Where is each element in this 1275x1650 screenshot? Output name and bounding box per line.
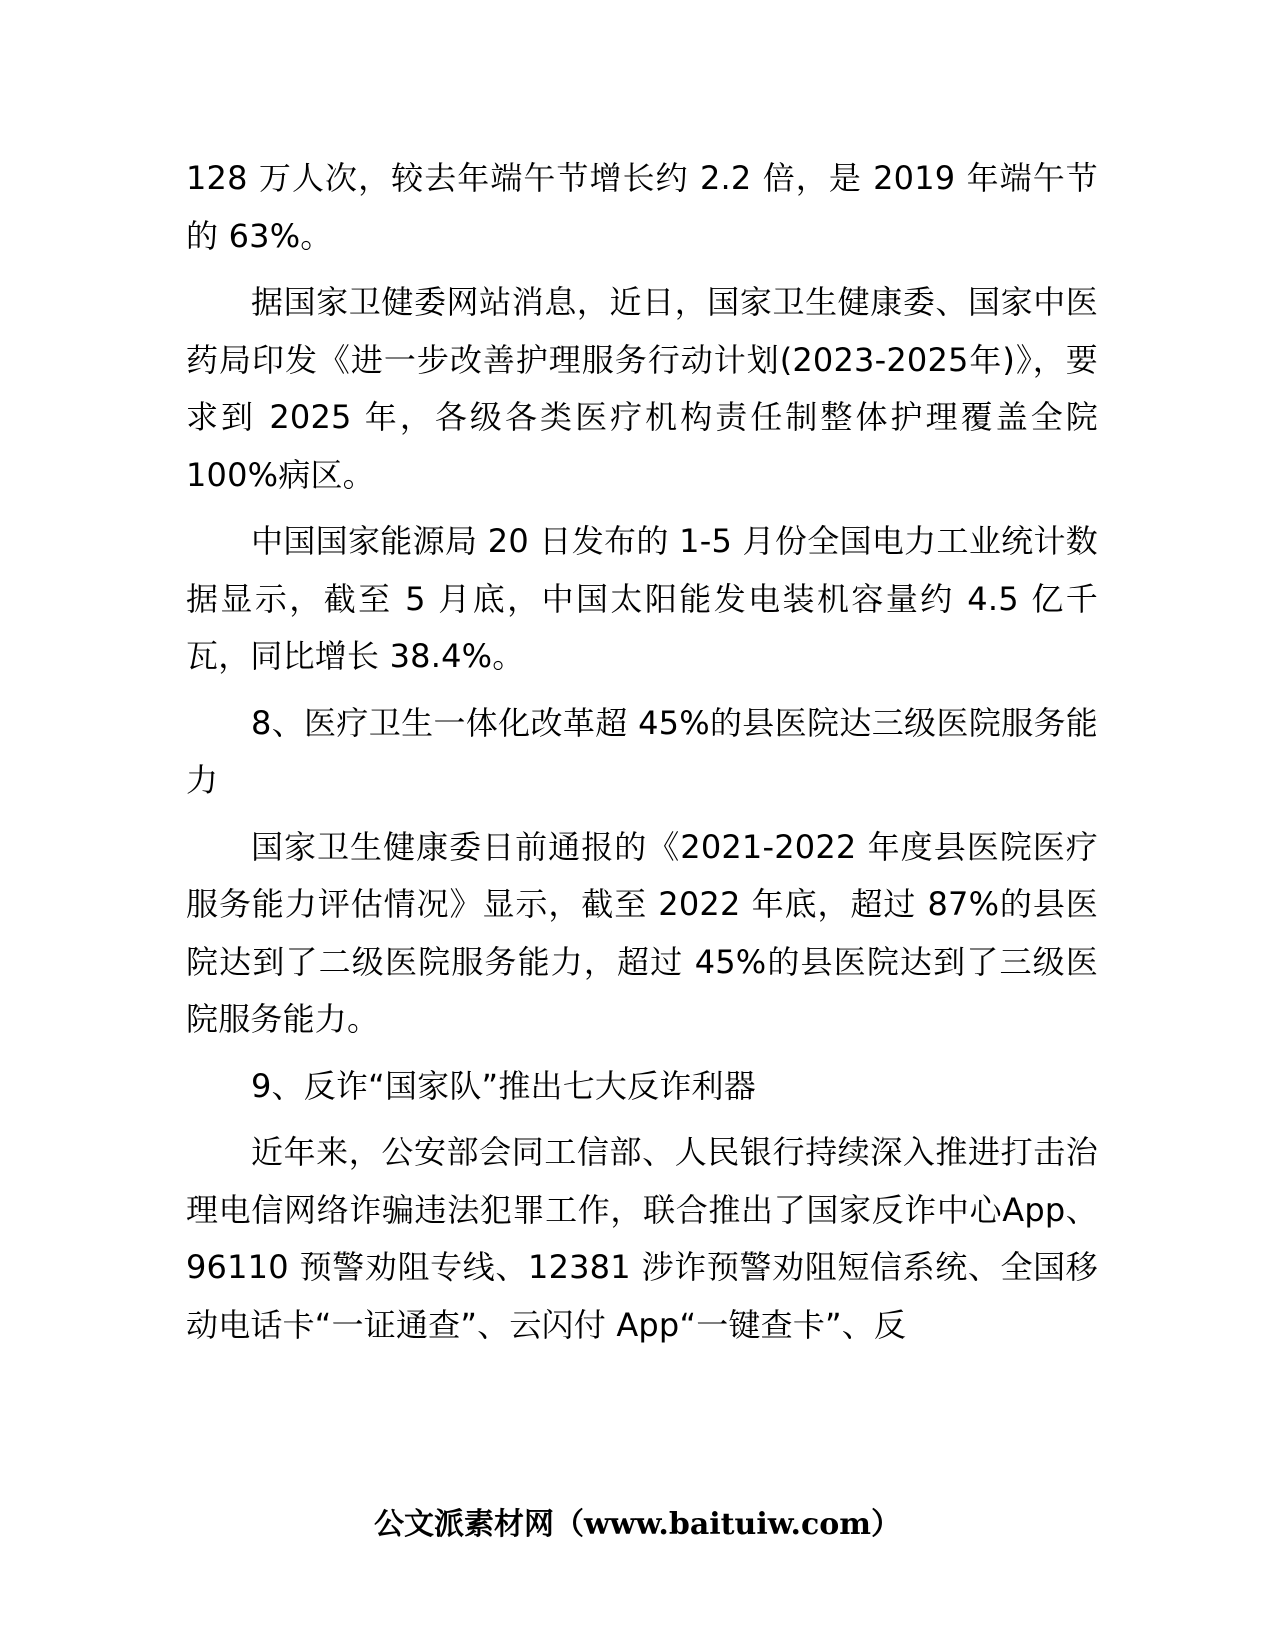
section-heading-8: 8、医疗卫生一体化改革超 45%的县医院达三级医院服务能力 xyxy=(186,703,1098,799)
page-footer-watermark: 公文派素材网（www.baituiw.com） xyxy=(373,1507,902,1542)
section-heading-9: 9、反诈“国家队”推出七大反诈利器 xyxy=(251,1066,756,1105)
paragraph-county-hospitals: 国家卫生健康委日前通报的《2021-2022 年度县医院医疗服务能力评估情况》显示，截至 2022 年底，超过 87%的县医院达到了二级医院服务能力，超过 45%的县医院达到了三级医院服务能力。 xyxy=(186,827,1098,1038)
paragraph-solar-capacity: 中国国家能源局 20 日发布的 1-5 月份全国电力工业统计数据显示，截至 5 月底，中国太阳能发电装机容量约 4.5 亿千瓦，同比增长 38.4%。 xyxy=(186,522,1098,675)
paragraph-continuation: 128 万人次，较去年端午节增长约 2.2 倍，是 2019 年端午节的 63%。 xyxy=(186,159,1098,255)
paragraph-nursing-plan: 据国家卫健委网站消息，近日，国家卫生健康委、国家中医药局印发《进一步改善护理服务行动计划(2023-2025年)》，要求到 2025 年，各级各类医疗机构责任制整体护理覆盖全院 100%病区。 xyxy=(186,283,1098,494)
paragraph-anti-fraud: 近年来，公安部会同工信部、人民银行持续深入推进打击治理电信网络诈骗违法犯罪工作，联合推出了国家反诈中心App、96110 预警劝阻专线、12381 涉诈预警劝阻短信系统、全国移动电话卡“一证通查”、云闪付 App“一键查卡”、反 xyxy=(186,1133,1098,1344)
document-body xyxy=(186,150,1098,1363)
